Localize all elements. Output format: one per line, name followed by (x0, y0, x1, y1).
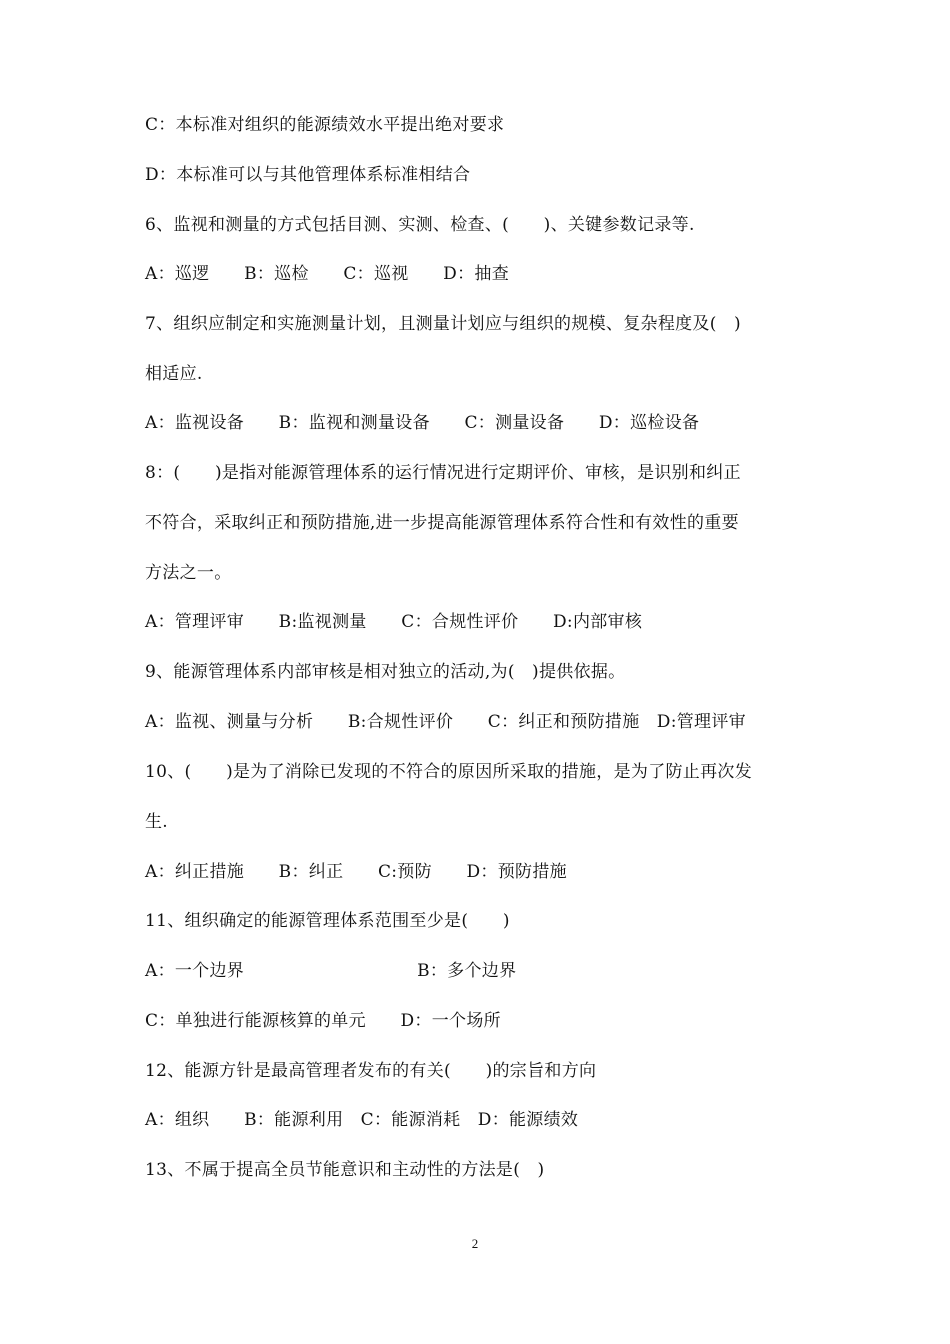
text-line: A：监视、测量与分析 B:合规性评价 C：纠正和预防措施 D:管理评审 (145, 712, 746, 732)
text-line: 不符合，采取纠正和预防措施,进一步提高能源管理体系符合性和有效性的重要 (145, 513, 739, 533)
text-line: 13、不属于提高全员节能意识和主动性的方法是( ) (145, 1160, 545, 1180)
page-number: 2 (471, 1236, 479, 1251)
text-line: 10、( )是为了消除已发现的不符合的原因所采取的措施，是为了防止再次发 (145, 762, 752, 782)
text-line: A：纠正措施 B：纠正 C:预防 D：预防措施 (145, 862, 567, 882)
text-line: 6、监视和测量的方式包括目测、实测、检查、( )、关键参数记录等. (145, 215, 695, 235)
text-line: C：本标准对组织的能源绩效水平提出绝对要求 (145, 115, 505, 135)
text-line: 12、能源方针是最高管理者发布的有关( )的宗旨和方向 (145, 1061, 597, 1081)
text-line: 9、能源管理体系内部审核是相对独立的活动,为( )提供依据。 (145, 662, 626, 682)
text-line: 相适应. (145, 364, 203, 384)
text-line: 生. (145, 812, 169, 832)
text-line: A：一个边界 B：多个边界 (145, 961, 517, 981)
text-line: 方法之一。 (145, 563, 232, 583)
text-line: C：单独进行能源核算的单元 D：一个场所 (145, 1011, 501, 1031)
text-line: A：管理评审 B:监视测量 C：合规性评价 D:内部审核 (145, 612, 643, 632)
text-line: 8：( )是指对能源管理体系的运行情况进行定期评价、审核，是识别和纠正 (145, 463, 741, 483)
text-line: A：组织 B：能源利用 C：能源消耗 D：能源绩效 (145, 1110, 579, 1130)
text-line: 7、组织应制定和实施测量计划，且测量计划应与组织的规模、复杂程度及( ) (145, 314, 741, 334)
text-line: D：本标准可以与其他管理体系标准相结合 (145, 165, 471, 185)
text-line: 11、组织确定的能源管理体系范围至少是( ) (145, 911, 510, 931)
text-line: A：巡逻 B：巡检 C：巡视 D：抽查 (145, 264, 510, 284)
text-line: A：监视设备 B：监视和测量设备 C：测量设备 D：巡检设备 (145, 413, 700, 433)
